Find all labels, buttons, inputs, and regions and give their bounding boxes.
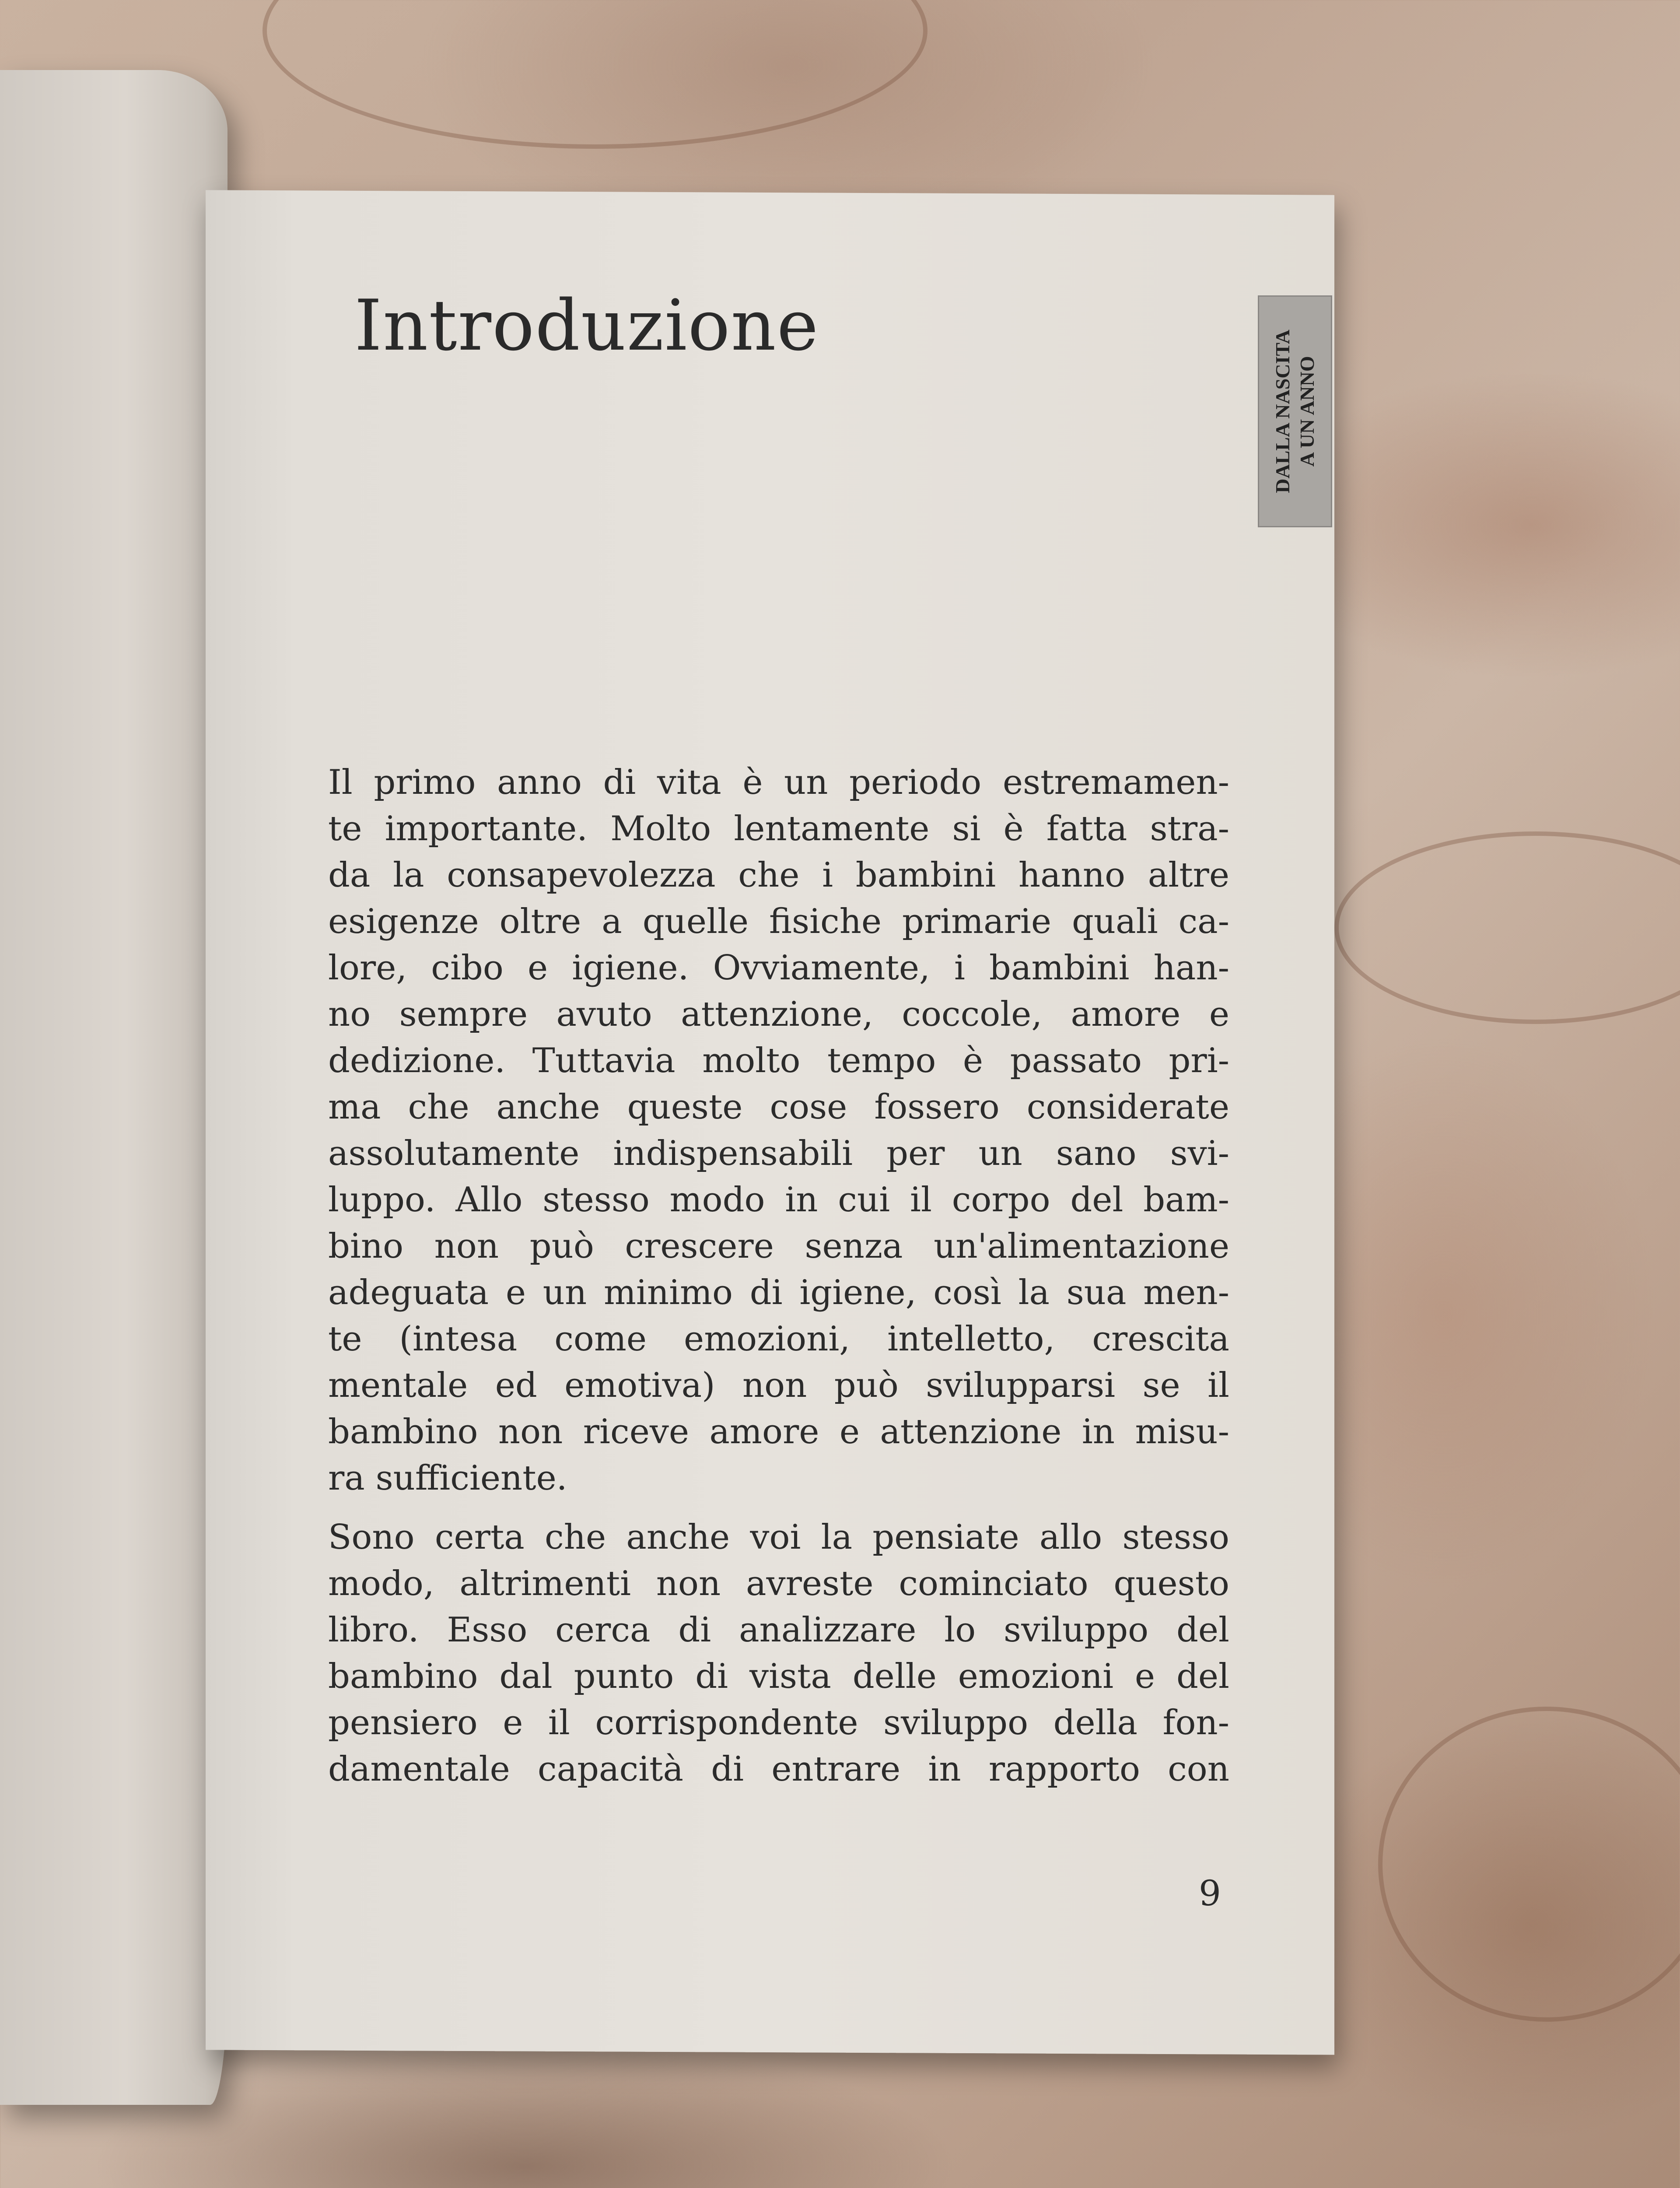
marble-vein [1378, 1707, 1680, 2022]
text-line: libro. Esso cerca di analizzare lo sviluppo del [328, 1610, 1229, 1650]
section-tab-label [1270, 330, 1320, 493]
text-line: te importante. Molto lentamente si è fatta stra- [328, 809, 1229, 849]
text-line: bino non può crescere senza un'alimentazione [328, 1227, 1229, 1266]
text-line: da la consapevolezza che i bambini hanno altre [328, 856, 1229, 895]
page-number: 9 [1199, 1873, 1221, 1914]
section-tab [1258, 295, 1332, 527]
text-line: pensiero e il corrispondente sviluppo della fon- [328, 1703, 1229, 1743]
text-line: te (intesa come emozioni, intelletto, crescita [328, 1319, 1229, 1359]
text-line: Il primo anno di vita è un periodo estremamen- [328, 763, 1229, 802]
page-title: Introduzione [354, 284, 819, 366]
text-line: adeguata e un minimo di igiene, così la sua men- [328, 1273, 1229, 1312]
text-line: luppo. Allo stesso modo in cui il corpo del bam- [328, 1180, 1229, 1220]
text-line: modo, altrimenti non avreste cominciato questo [328, 1564, 1229, 1603]
paragraph-2 [328, 1514, 1229, 1792]
text-line: mentale ed emotiva) non può svilupparsi se il [328, 1366, 1229, 1405]
text-line: damentale capacità di entrare in rapporto con [328, 1750, 1229, 1789]
text-line: ra sufficiente. [328, 1459, 567, 1498]
text-line: lore, cibo e igiene. Ovviamente, i bambini han- [328, 948, 1229, 988]
text-line: assolutamente indispensabili per un sano svi- [328, 1134, 1229, 1173]
marble-vein [1334, 831, 1680, 1024]
text-line: bambino dal punto di vista delle emozioni e del [328, 1657, 1229, 1696]
marble-vein [262, 0, 928, 149]
left-page [0, 70, 228, 2105]
text-line: no sempre avuto attenzione, coccole, amore e [328, 995, 1229, 1034]
text-line: esigenze oltre a quelle fisiche primarie quali ca- [328, 902, 1229, 941]
text-line: ma che anche queste cose fossero considerate [328, 1087, 1229, 1127]
text-line: dedizione. Tuttavia molto tempo è passato pri- [328, 1041, 1229, 1080]
section-tab-line-1: DALLA NASCITA [1271, 330, 1294, 493]
section-tab-line-2: A UN ANNO [1296, 356, 1318, 467]
paragraph-1 [328, 759, 1229, 1501]
text-line: Sono certa che anche voi la pensiate allo stesso [328, 1518, 1229, 1557]
text-line: bambino non riceve amore e attenzione in misu- [328, 1412, 1229, 1452]
